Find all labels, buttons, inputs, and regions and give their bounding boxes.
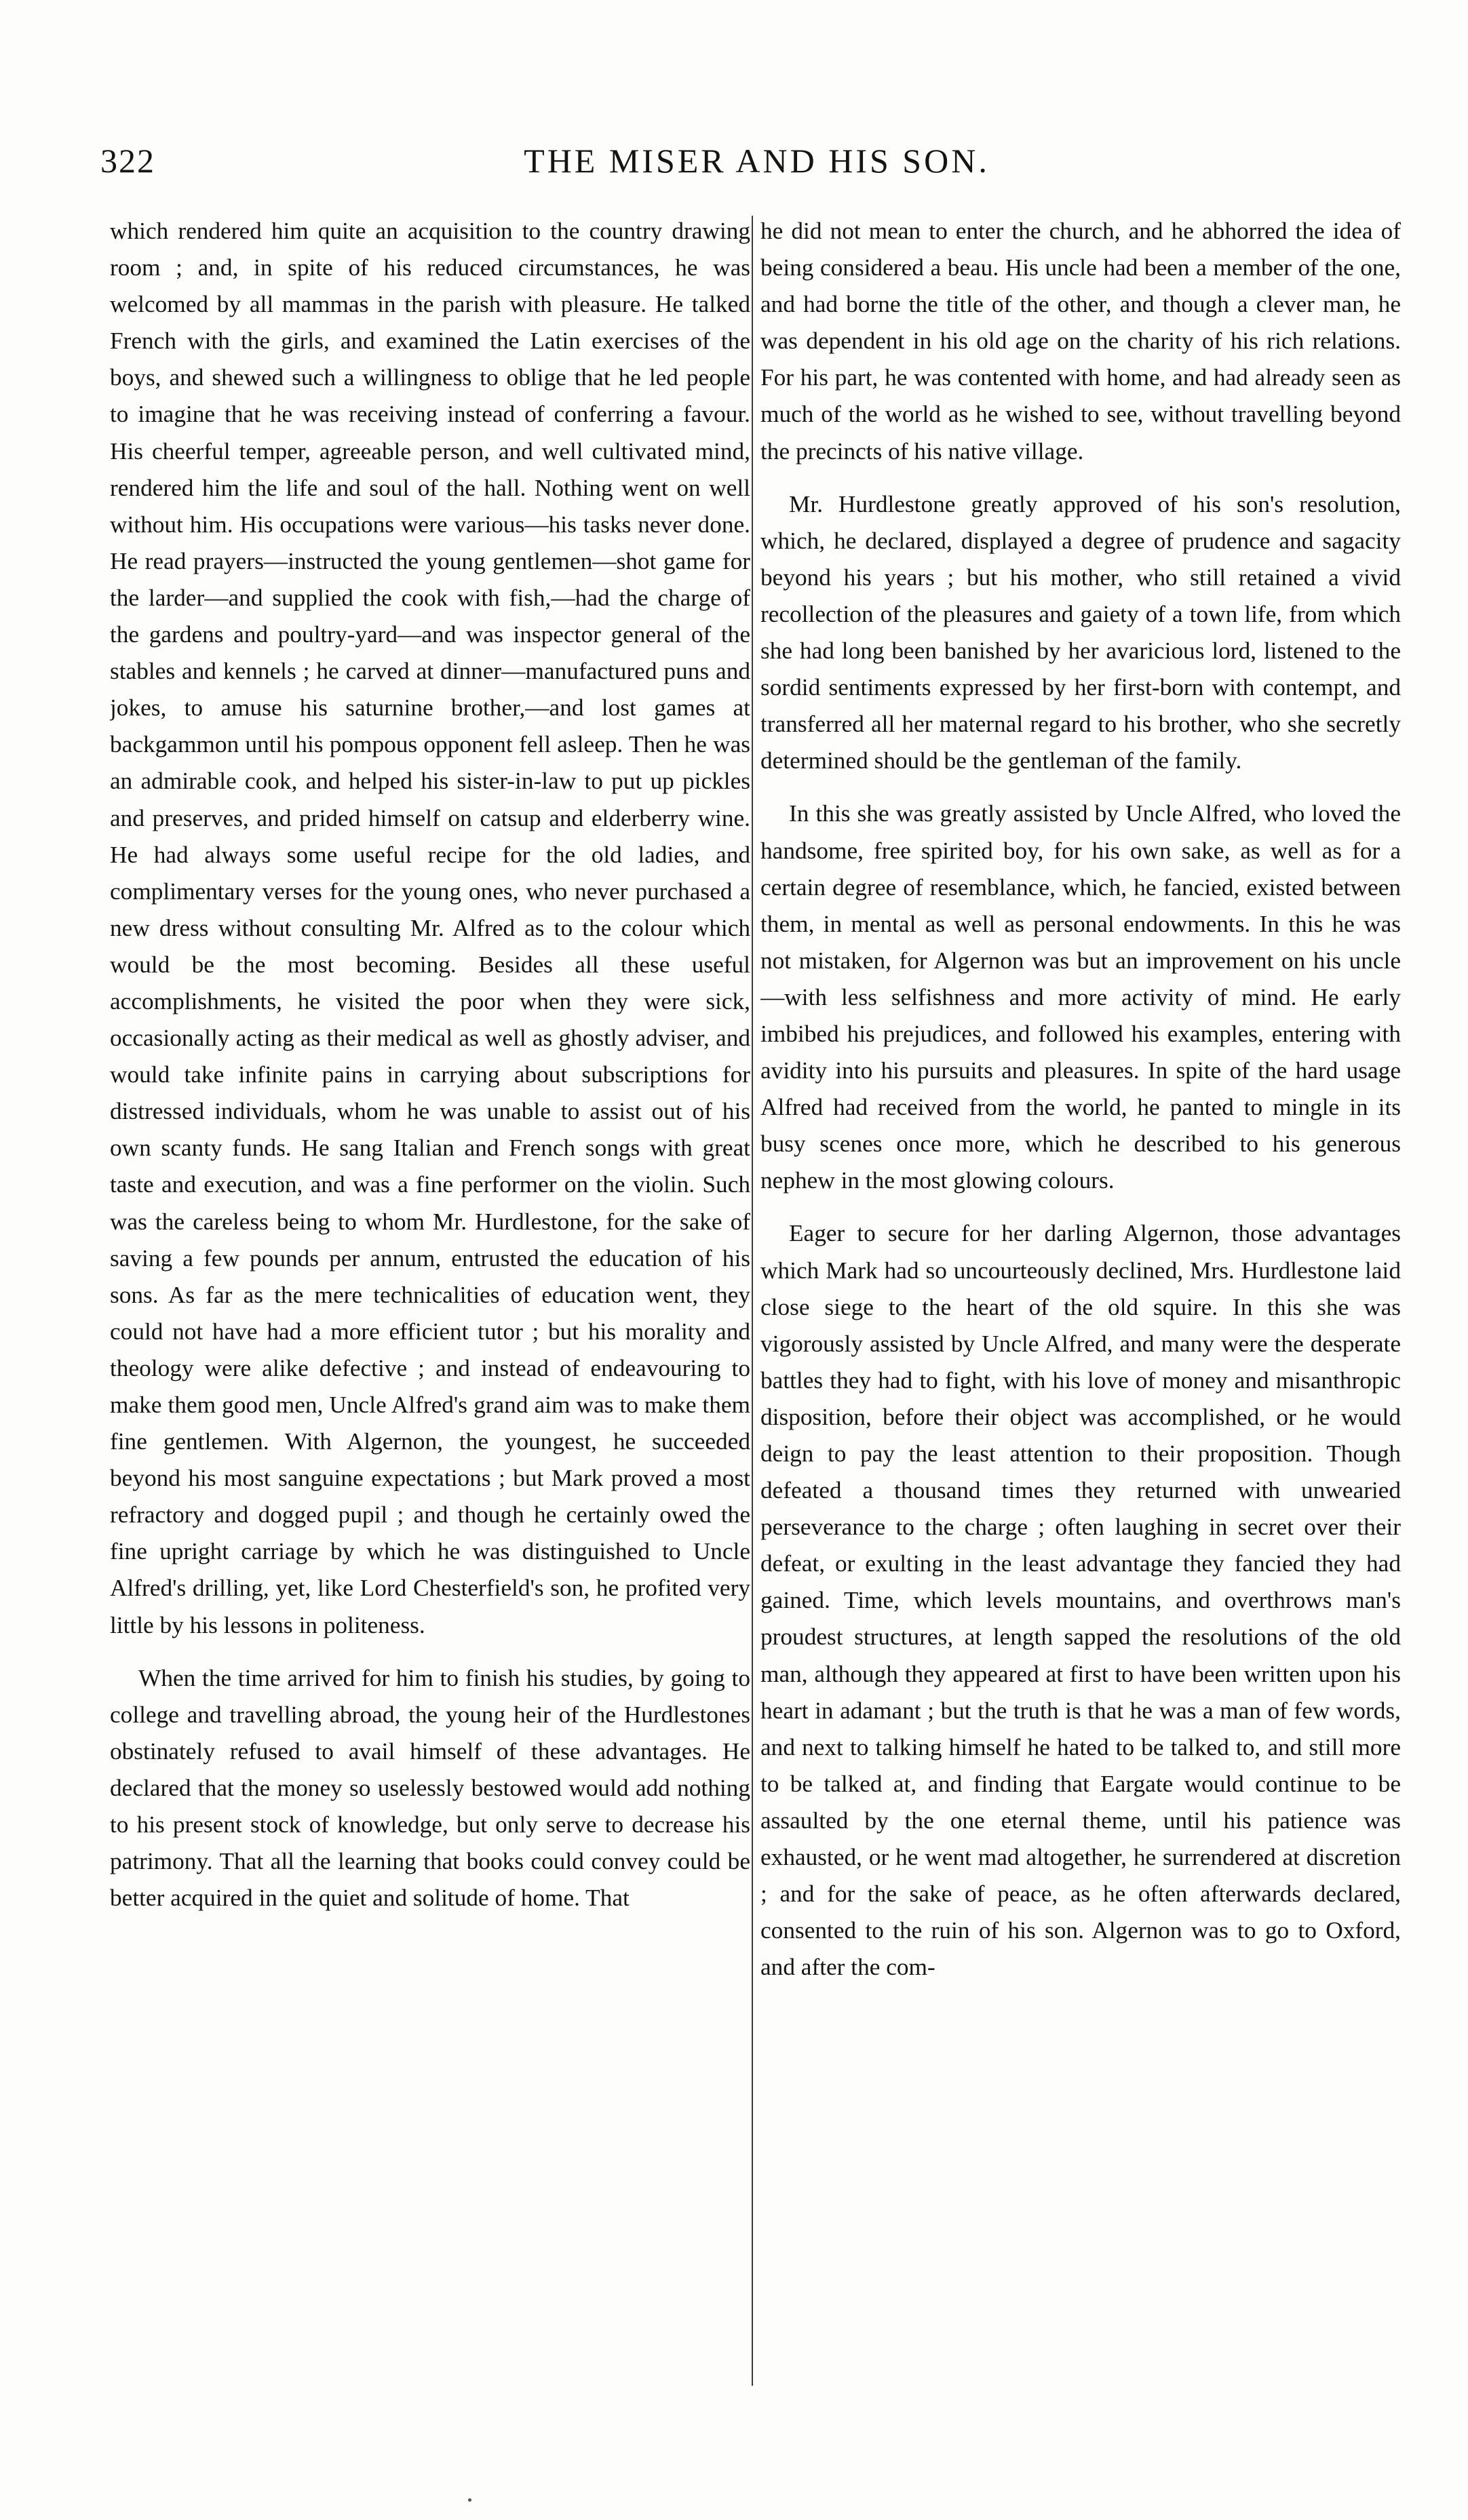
paragraph: which rendered him quite an acquisition to the country drawing room ; and, in spite of his reduced circumstances, he was welcomed by all mammas in the parish with pleasure. He talked French with the girls, and examined the Latin exercises of the boys, and shewed such a willingness to oblige that he led people to imagine that he was receiving instead of conferring a favour. His cheerful temper, agreeable person, and well cultivated mind, rendered him the life and soul of the hall. Nothing went on well without him. His occupations were various—his tasks never done. He read prayers—instructed the young gentlemen—shot game for the larder—and supplied the cook with fish,—had the charge of the gardens and poultry-yard—and was inspector general of the stables and kennels ; he carved at dinner—manufactured puns and jokes, to amuse his saturnine brother,—and lost games at backgammon until his pompous opponent fell asleep. Then he was an admirable cook, and helped his sister-in-law to put up pickles and preserves, and prided himself on catsup and elderberry wine. He had always some useful recipe for the old ladies, and complimentary verses for the young ones, who never purchased a new dress without consulting Mr. Alfred as to the colour which would be the most becoming. Besides all these useful accomplishments, he visited the poor when they were sick, occasionally acting as their medical as well as ghostly adviser, and would take infinite pains in carrying about subscriptions for distressed individuals, whom he was unable to assist out of his own scanty funds. He sang Italian and French songs with great taste and execution, and was a fine performer on the violin. Such was the careless being to whom Mr. Hurdlestone, for the sake of saving a few pounds per annum, entrusted the education of his sons. As far as the mere technicalities of education went, they could not have had a more efficient tutor ; but his morality and theology were alike defective ; and instead of endeavouring to make them good men, Uncle Alfred's grand aim was to make them fine gentlemen. With Algernon, the youngest, he succeeded beyond his most sanguine expectations ; but Mark proved a most refractory and dogged pupil ; and though he certainly owed the fine upright carriage by which he was distinguished to Uncle Alfred's drilling, yet, like Lord Chesterfield's son, he profited very little by his lessons in politeness. [110, 218, 750, 1638]
paragraph: Eager to secure for her darling Algernon, those advantages which Mark had so uncourteously declined, Mrs. Hurdlestone laid close siege to the heart of the old squire. In this she was vigorously assisted by Uncle Alfred, and many were the desperate battles they had to fight, with his love of money and misanthropic disposition, before their object was accomplished, or he would deign to pay the least attention to their proposition. Though defeated a thousand times they returned with unwearied perseverance to the charge ; often laughing in secret over their defeat, or exulting in the least advantage they fancied they had gained. Time, which levels mountains, and overthrows man's proudest structures, at length sapped the resolutions of the old man, although they appeared at first to have been written upon his heart in adamant ; but the truth is that he was a man of few words, and next to talking himself he hated to be talked to, and still more to be talked at, and finding that Eargate would continue to be assaulted by the one eternal theme, until his patience was exhausted, or he went mad altogether, he surrendered at discretion ; and for the sake of peace, as he often afterwards declared, consented to the ruin of his son. Algernon was to go to Oxford, and after the com- [760, 1220, 1401, 1981]
paragraph: In this she was greatly assisted by Uncle Alfred, who loved the handsome, free spirited boy, for his own sake, as well as for a certain degree of resemblance, which, he fancied, existed between them, in mental as well as personal endowments. In this he was not mistaken, for Algernon was but an improvement on his uncle—with less selfishness and more activity of mind. He early imbibed his prejudices, and followed his examples, entering with avidity into his pursuits and pleasures. In spite of the hard usage Alfred had received from the world, he panted to mingle in its busy scenes once more, which he described to his generous nephew in the most glowing colours. [760, 800, 1401, 1194]
page-number: 322 [100, 142, 155, 180]
paragraph: When the time arrived for him to finish his studies, by going to college and travelling abroad, the young heir of the Hurdlestones obstinately refused to avail himself of these advantages. He declared that the money so uselessly bestowed would add nothing to his present stock of knowledge, but only serve to decrease his patrimony. That all the learning that books could convey could be better acquired in the quiet and solitude of home. That [110, 1664, 750, 1912]
paper-speck [468, 2498, 471, 2502]
running-title: THE MISER AND HIS SON. [524, 142, 990, 180]
right-column [760, 213, 1401, 2397]
paragraph: Mr. Hurdlestone greatly approved of his son's resolution, which, he declared, displayed a degree of prudence and sagacity beyond his years ; but his mother, who still retained a vivid recollection of the pleasures and gaiety of a town life, from which she had long been banished by her avaricious lord, listened to the sordid sentiments expressed by her first-born with contempt, and transferred all her maternal regard to his brother, who she secretly determined should be the gentleman of the family. [760, 490, 1401, 774]
paragraph: he did not mean to enter the church, and he abhorred the idea of being considered a beau. His uncle had been a member of the one, and had borne the title of the other, and though a clever man, he was dependent in his old age on the charity of his rich relations. For his part, he was contented with home, and had already seen as much of the world as he wished to see, without travelling beyond the precincts of his native village. [760, 218, 1401, 465]
column-divider [752, 216, 753, 2386]
page-header [100, 141, 1413, 189]
left-column [110, 213, 750, 2397]
